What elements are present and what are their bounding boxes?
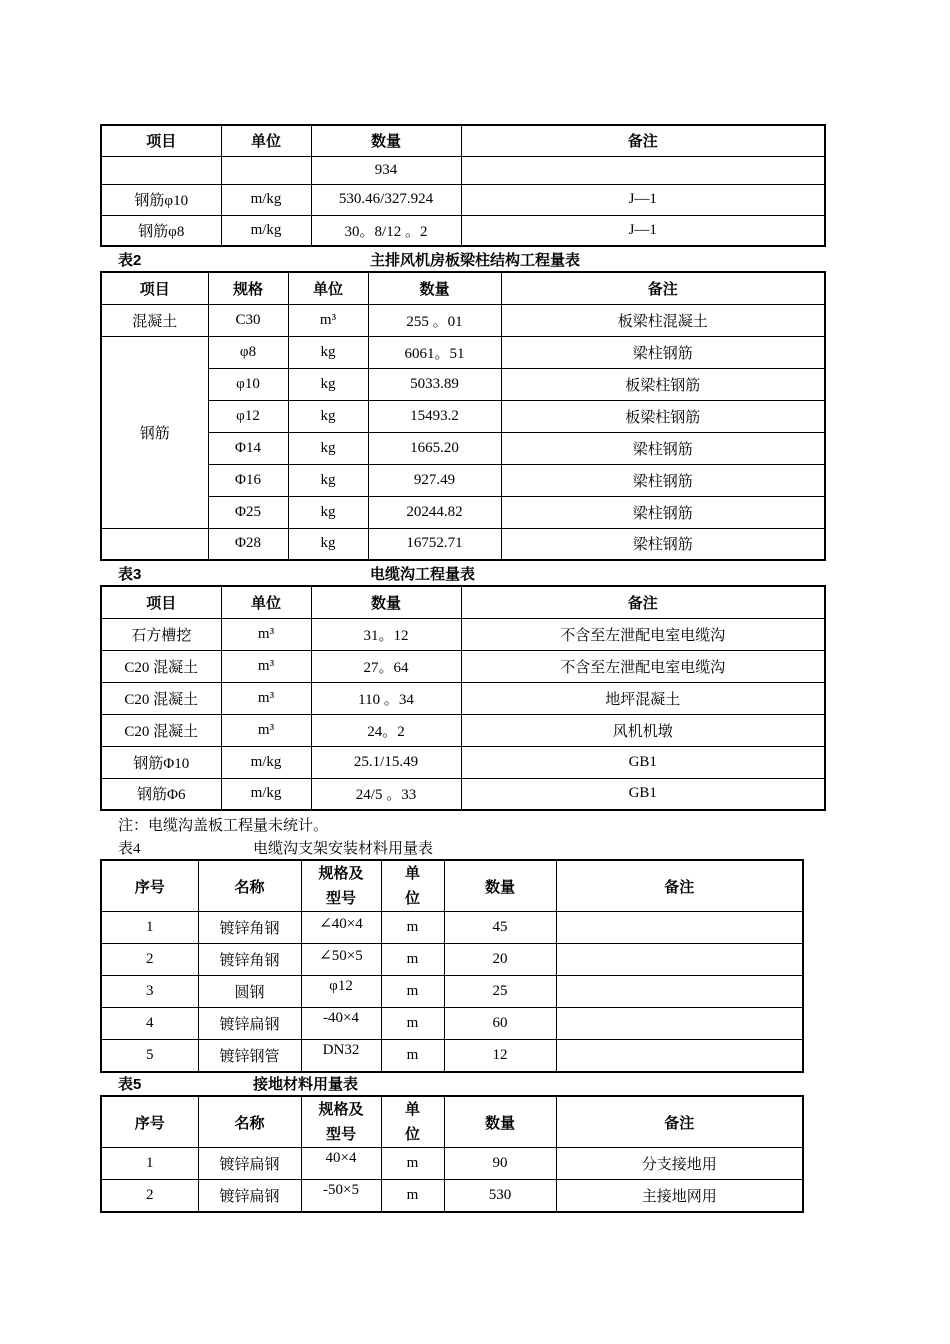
table-cell: J—1 bbox=[461, 184, 825, 215]
table1-header-row bbox=[101, 125, 825, 156]
table-cell: m/kg bbox=[221, 184, 311, 215]
table-cell bbox=[556, 1040, 803, 1072]
table-row bbox=[101, 184, 825, 215]
table-cell bbox=[101, 528, 208, 560]
table-cell: m bbox=[381, 1008, 444, 1040]
table-cell: J—1 bbox=[461, 215, 825, 246]
table4-header-cell: 备注 bbox=[556, 860, 803, 912]
table-cell: -40×4 bbox=[301, 1008, 381, 1040]
table-cell: 5 bbox=[101, 1040, 198, 1072]
table-cell: 梁柱钢筋 bbox=[501, 336, 825, 368]
table-row bbox=[101, 368, 825, 400]
table5-label: 表5 bbox=[118, 1076, 142, 1093]
table-cell: 4 bbox=[101, 1008, 198, 1040]
table4-header-cell: 数量 bbox=[444, 860, 556, 912]
table-cell: m bbox=[381, 912, 444, 944]
table3-header-cell: 备注 bbox=[461, 586, 825, 618]
table-cell: 石方槽挖 bbox=[101, 618, 221, 650]
table3-note: 注：电缆沟盖板工程量未统计。 bbox=[118, 818, 329, 834]
table-row bbox=[101, 1008, 803, 1040]
table-cell: 镀锌扁钢 bbox=[198, 1148, 301, 1180]
table-cell: 地坪混凝土 bbox=[461, 682, 825, 714]
table-cell: 板梁柱混凝土 bbox=[501, 304, 825, 336]
table-row bbox=[101, 528, 825, 560]
table-cell: ∠50×5 bbox=[301, 944, 381, 976]
table-cell: DN32 bbox=[301, 1040, 381, 1072]
table-cell bbox=[556, 976, 803, 1008]
table-cell: 钢筋φ8 bbox=[101, 215, 221, 246]
table4-title: 电缆沟支架安装材料用量表 bbox=[253, 841, 434, 857]
table-cell: 镀锌角钢 bbox=[198, 944, 301, 976]
table2-header-cell: 规格 bbox=[208, 272, 288, 304]
table-cell: m/kg bbox=[221, 778, 311, 810]
table-cell: 530 bbox=[444, 1180, 556, 1212]
table4-header-row bbox=[101, 860, 803, 912]
table5-header-cell: 名称 bbox=[198, 1096, 301, 1148]
table-cell: 钢筋 bbox=[101, 336, 208, 528]
table-row bbox=[101, 1148, 803, 1180]
table-row bbox=[101, 464, 825, 496]
table-row bbox=[101, 215, 825, 246]
table-row bbox=[101, 944, 803, 976]
table-cell: Φ14 bbox=[208, 432, 288, 464]
table-cell: m/kg bbox=[221, 215, 311, 246]
table-cell: 钢筋φ10 bbox=[101, 184, 221, 215]
table-row bbox=[101, 714, 825, 746]
table-cell: C30 bbox=[208, 304, 288, 336]
table-row bbox=[101, 496, 825, 528]
table-cell: 25 bbox=[444, 976, 556, 1008]
table-cell: C20 混凝土 bbox=[101, 682, 221, 714]
table-cell: 927.49 bbox=[368, 464, 501, 496]
table-row bbox=[101, 976, 803, 1008]
table-cell bbox=[221, 156, 311, 184]
table1-header-cell: 项目 bbox=[101, 125, 221, 156]
table-cell: 不含至左泄配电室电缆沟 bbox=[461, 650, 825, 682]
table1-header-cell: 数量 bbox=[311, 125, 461, 156]
table-cell: 30。8/12 。2 bbox=[311, 215, 461, 246]
table3 bbox=[100, 585, 826, 811]
table-cell: 5033.89 bbox=[368, 368, 501, 400]
table-cell: 镀锌扁钢 bbox=[198, 1008, 301, 1040]
table-cell: 40×4 bbox=[301, 1148, 381, 1180]
table3-header-cell: 项目 bbox=[101, 586, 221, 618]
table-row bbox=[101, 400, 825, 432]
table-cell: 2 bbox=[101, 944, 198, 976]
table-cell: kg bbox=[288, 496, 368, 528]
table-row bbox=[101, 912, 803, 944]
table-cell: 15493.2 bbox=[368, 400, 501, 432]
table1 bbox=[100, 124, 826, 247]
table-cell: 24。2 bbox=[311, 714, 461, 746]
table-cell: 风机机墩 bbox=[461, 714, 825, 746]
table2-label: 表2 bbox=[118, 252, 142, 269]
table-cell: φ12 bbox=[301, 976, 381, 1008]
table-cell: 梁柱钢筋 bbox=[501, 528, 825, 560]
table5-header-cell: 备注 bbox=[556, 1096, 803, 1148]
table3-header-row bbox=[101, 586, 825, 618]
table-cell: m bbox=[381, 1148, 444, 1180]
table-row bbox=[101, 304, 825, 336]
table-cell bbox=[556, 1008, 803, 1040]
table-cell: m³ bbox=[288, 304, 368, 336]
table-row bbox=[101, 778, 825, 810]
table2-title: 主排风机房板梁柱结构工程量表 bbox=[370, 252, 581, 269]
table-cell: m³ bbox=[221, 650, 311, 682]
table-cell: φ8 bbox=[208, 336, 288, 368]
table-cell: 31。12 bbox=[311, 618, 461, 650]
table-cell: Φ28 bbox=[208, 528, 288, 560]
table-cell: Φ16 bbox=[208, 464, 288, 496]
table-cell: m³ bbox=[221, 682, 311, 714]
table-cell: 110 。34 bbox=[311, 682, 461, 714]
table-cell: Φ25 bbox=[208, 496, 288, 528]
table-cell: 镀锌钢管 bbox=[198, 1040, 301, 1072]
table-cell: kg bbox=[288, 464, 368, 496]
table-cell: 梁柱钢筋 bbox=[501, 464, 825, 496]
table-cell: 梁柱钢筋 bbox=[501, 432, 825, 464]
table-row bbox=[101, 682, 825, 714]
table-cell: 板梁柱钢筋 bbox=[501, 400, 825, 432]
table-cell: m³ bbox=[221, 618, 311, 650]
table5-header-row bbox=[101, 1096, 803, 1148]
table-cell: m bbox=[381, 976, 444, 1008]
table-cell: 混凝土 bbox=[101, 304, 208, 336]
table2-header-cell: 单位 bbox=[288, 272, 368, 304]
table-cell: 镀锌角钢 bbox=[198, 912, 301, 944]
table-cell: 1 bbox=[101, 912, 198, 944]
table5 bbox=[100, 1095, 804, 1213]
table4-header-cell: 单 位 bbox=[381, 860, 444, 912]
table-row bbox=[101, 156, 825, 184]
table-cell: φ12 bbox=[208, 400, 288, 432]
table4 bbox=[100, 859, 804, 1073]
table5-header-cell: 规格及 型号 bbox=[301, 1096, 381, 1148]
table-row bbox=[101, 746, 825, 778]
table-cell: GB1 bbox=[461, 778, 825, 810]
table-row bbox=[101, 336, 825, 368]
table-cell: 934 bbox=[311, 156, 461, 184]
table5-title: 接地材料用量表 bbox=[253, 1076, 359, 1093]
table1-header-cell: 备注 bbox=[461, 125, 825, 156]
table-cell: kg bbox=[288, 528, 368, 560]
table-cell: m/kg bbox=[221, 746, 311, 778]
table3-header-cell: 数量 bbox=[311, 586, 461, 618]
table-cell: m bbox=[381, 1040, 444, 1072]
table-cell: 镀锌扁钢 bbox=[198, 1180, 301, 1212]
table4-header-cell: 名称 bbox=[198, 860, 301, 912]
table-row bbox=[101, 432, 825, 464]
table4-header-cell: 规格及 型号 bbox=[301, 860, 381, 912]
table1-header-cell: 单位 bbox=[221, 125, 311, 156]
table-cell: kg bbox=[288, 336, 368, 368]
table3-title: 电缆沟工程量表 bbox=[370, 566, 476, 583]
table-cell bbox=[556, 912, 803, 944]
table-cell: 板梁柱钢筋 bbox=[501, 368, 825, 400]
table-cell: 530.46/327.924 bbox=[311, 184, 461, 215]
table3-header-cell: 单位 bbox=[221, 586, 311, 618]
table-cell: 2 bbox=[101, 1180, 198, 1212]
table-cell: kg bbox=[288, 400, 368, 432]
table-cell: 梁柱钢筋 bbox=[501, 496, 825, 528]
table-cell: 24/5 。33 bbox=[311, 778, 461, 810]
table2-header-cell: 项目 bbox=[101, 272, 208, 304]
table-cell: GB1 bbox=[461, 746, 825, 778]
table2-header-cell: 备注 bbox=[501, 272, 825, 304]
table-cell: 不含至左泄配电室电缆沟 bbox=[461, 618, 825, 650]
table-cell: 6061。51 bbox=[368, 336, 501, 368]
table-cell: C20 混凝土 bbox=[101, 650, 221, 682]
table-cell: φ10 bbox=[208, 368, 288, 400]
table4-header-cell: 序号 bbox=[101, 860, 198, 912]
table2-header-row bbox=[101, 272, 825, 304]
table-row bbox=[101, 618, 825, 650]
table5-header-cell: 序号 bbox=[101, 1096, 198, 1148]
table-cell: 20244.82 bbox=[368, 496, 501, 528]
table-cell: 20 bbox=[444, 944, 556, 976]
table-cell bbox=[101, 156, 221, 184]
table5-header-cell: 数量 bbox=[444, 1096, 556, 1148]
table-cell: 27。64 bbox=[311, 650, 461, 682]
table-cell: 钢筋Φ10 bbox=[101, 746, 221, 778]
table-cell: 1 bbox=[101, 1148, 198, 1180]
table-cell: 90 bbox=[444, 1148, 556, 1180]
table-cell: 3 bbox=[101, 976, 198, 1008]
table-cell: C20 混凝土 bbox=[101, 714, 221, 746]
table-cell: -50×5 bbox=[301, 1180, 381, 1212]
table5-header-cell: 单 位 bbox=[381, 1096, 444, 1148]
table-cell: m bbox=[381, 944, 444, 976]
table-cell: 钢筋Φ6 bbox=[101, 778, 221, 810]
table-cell: 12 bbox=[444, 1040, 556, 1072]
table-row bbox=[101, 1180, 803, 1212]
table-cell: 分支接地用 bbox=[556, 1148, 803, 1180]
table-cell: 60 bbox=[444, 1008, 556, 1040]
table-cell: 45 bbox=[444, 912, 556, 944]
table-cell: 1665.20 bbox=[368, 432, 501, 464]
table-cell: kg bbox=[288, 432, 368, 464]
table-cell: ∠40×4 bbox=[301, 912, 381, 944]
table4-label: 表4 bbox=[118, 841, 141, 857]
table-cell: kg bbox=[288, 368, 368, 400]
table-cell bbox=[461, 156, 825, 184]
table-cell bbox=[556, 944, 803, 976]
table2-header-cell: 数量 bbox=[368, 272, 501, 304]
table-cell: 16752.71 bbox=[368, 528, 501, 560]
table-row bbox=[101, 1040, 803, 1072]
table-cell: 25.1/15.49 bbox=[311, 746, 461, 778]
table-cell: 主接地网用 bbox=[556, 1180, 803, 1212]
table-row bbox=[101, 650, 825, 682]
table-cell: m³ bbox=[221, 714, 311, 746]
table-cell: m bbox=[381, 1180, 444, 1212]
table3-label: 表3 bbox=[118, 566, 142, 583]
table-cell: 圆钢 bbox=[198, 976, 301, 1008]
table-cell: 255 。01 bbox=[368, 304, 501, 336]
table2 bbox=[100, 271, 826, 561]
